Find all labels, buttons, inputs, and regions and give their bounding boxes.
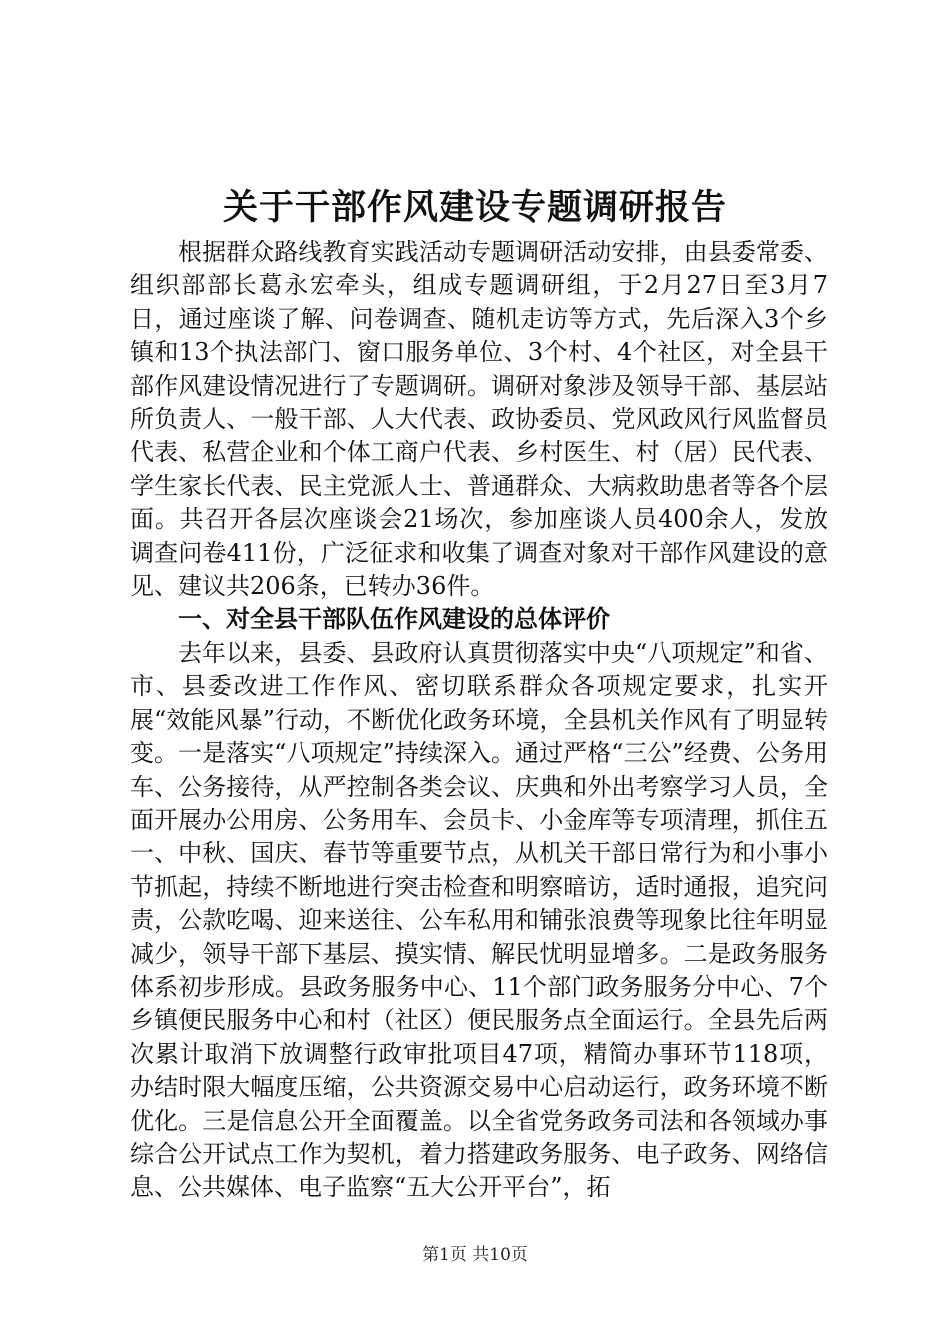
paragraph-intro: 根据群众路线教育实践活动专题调研活动安排，由县委常委、组织部部长葛永宏牵头，组成专题调研组，于2月27日至3月7日，通过座谈了解、问卷调查、随机走访等方式，先后深入3个乡镇和13个执法部门、窗口服务单位、3个村、4个社区，对全县干部作风建设情况进行了专题调研。调研对象涉及领导干部、基层站所负责人、一般干部、人大代表、政协委员、党风政风行风监督员代表、私营企业和个体工商户代表、乡村医生、村（居）民代表、学生家长代表、民主党派人士、普通群众、大病救助患者等各个层面。共召开各层次座谈会21场次，参加座谈人员400余人，发放调查问卷411份，广泛征求和收集了调查对象对干部作风建设的意见、建议共206条，已转办36件。 — [130, 238, 828, 601]
document-body — [130, 236, 828, 1205]
section-heading: 一、对全县干部队伍作风建设的总体评价 — [178, 605, 610, 634]
paragraph-evaluation: 去年以来，县委、县政府认真贯彻落实中央“八项规定”和省、市、县委改进工作作风、密切联系群众各项规定要求，扎实开展“效能风暴”行动，不断优化政务环境，全县机关作风有了明显转变。一是落实“八项规定”持续深入。通过严格“三公”经费、公务用车、公务接待，从严控制各类会议、庆典和外出考察学习人员，全面开展办公用房、公务用车、会员卡、小金库等专项清理，抓住五一、中秋、国庆、春节等重要节点，从机关干部日常行为和小事小节抓起，持续不断地进行突击检查和明察暗访，适时通报，追究问责，公款吃喝、迎来送往、公车私用和铺张浪费等现象比往年明显减少，领导干部下基层、摸实情、解民忧明显增多。二是政务服务体系初步形成。县政务服务中心、11个部门政务服务分中心、7个乡镇便民服务中心和村（社区）便民服务点全面运行。全县先后两次累计取消下放调整行政审批项目47项，精简办事环节118项，办结时限大幅度压缩，公共资源交易中心启动运行，政务环境不断优化。三是信息公开全面覆盖。以全省党务政务司法和各领域办事综合公开试点工作为契机，着力搭建政务服务、电子政务、网络信息、公共媒体、电子监察“五大公开平台”，拓 — [130, 638, 828, 1202]
page-number: 第1页 共10页 — [422, 1245, 528, 1265]
document-title: 关于干部作风建设专题调研报告 — [222, 187, 727, 228]
